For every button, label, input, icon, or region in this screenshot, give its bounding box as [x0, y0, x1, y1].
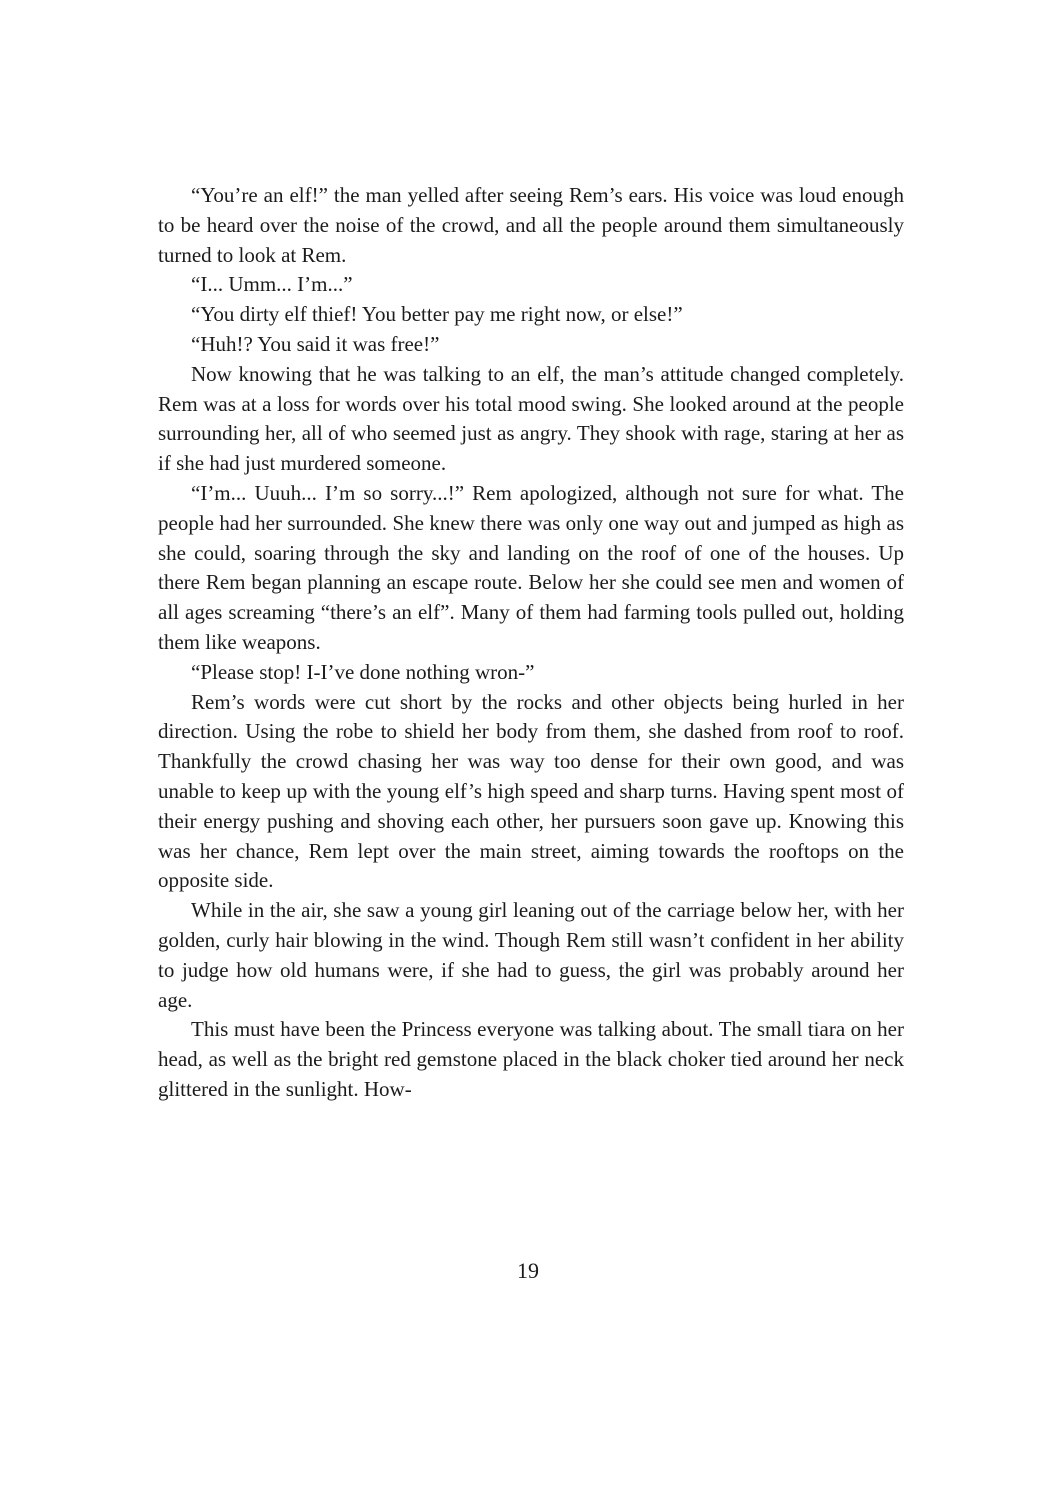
paragraph: “I’m... Uuuh... I’m so sorry...!” Rem apologized, although not sure for what. The people had her surrounded. She knew there was only one way out and jumped as high as she could, soaring through the sky and landing on the roof of one of the houses. Up there Rem began planning an escape route. Below her she could see men and women of all ages screaming “there’s an elf”. Many of them had farming tools pulled out, holding them like weapons.: [158, 480, 904, 654]
paragraph: “You dirty elf thief! You better pay me right now, or else!”: [191, 302, 683, 327]
paragraph: This must have been the Princess everyone was talking about. The small tiara on her head, as well as the bright red gemstone placed in the black choker tied around her neck glittered in the sunlight. How-: [158, 1017, 904, 1101]
paragraph: Rem’s words were cut short by the rocks and other objects being hurled in her direction. Using the robe to shield her body from them, she dashed from roof to roof. Thankfully the crowd chasing her was way too dense for their own good, and was unable to keep up with the young elf’s high speed and sharp turns. Having spent most of their energy pushing and shoving each other, her pursuers soon gave up. Knowing this was her chance, Rem lept over the main street, aiming towards the rooftops on the opposite side.: [158, 689, 904, 893]
paragraph: While in the air, she saw a young girl leaning out of the carriage below her, with her golden, curly hair blowing in the wind. Though Rem still wasn’t confident in her ability to judge how old humans were, if she had to guess, the girl was probably around her age.: [158, 898, 904, 1012]
page-number: 19: [517, 1258, 539, 1283]
paragraph: Now knowing that he was talking to an elf, the man’s attitude changed completely. Rem was at a loss for words over his total mood swing. She looked around at the people surrounding her, all of who seemed just as angry. They shook with rage, staring at her as if she had just murdered someone.: [158, 361, 904, 476]
paragraph: “You’re an elf!” the man yelled after seeing Rem’s ears. His voice was loud enough to be heard over the noise of the crowd, and all the people around them simultaneously turned to look at Rem.: [158, 183, 904, 267]
paragraph: “I... Umm... I’m...”: [191, 272, 353, 297]
body-text: [158, 181, 904, 1105]
paragraph: “Please stop! I-I’ve done nothing wron-”: [191, 659, 535, 684]
paragraph: “Huh!? You said it was free!”: [191, 331, 440, 356]
